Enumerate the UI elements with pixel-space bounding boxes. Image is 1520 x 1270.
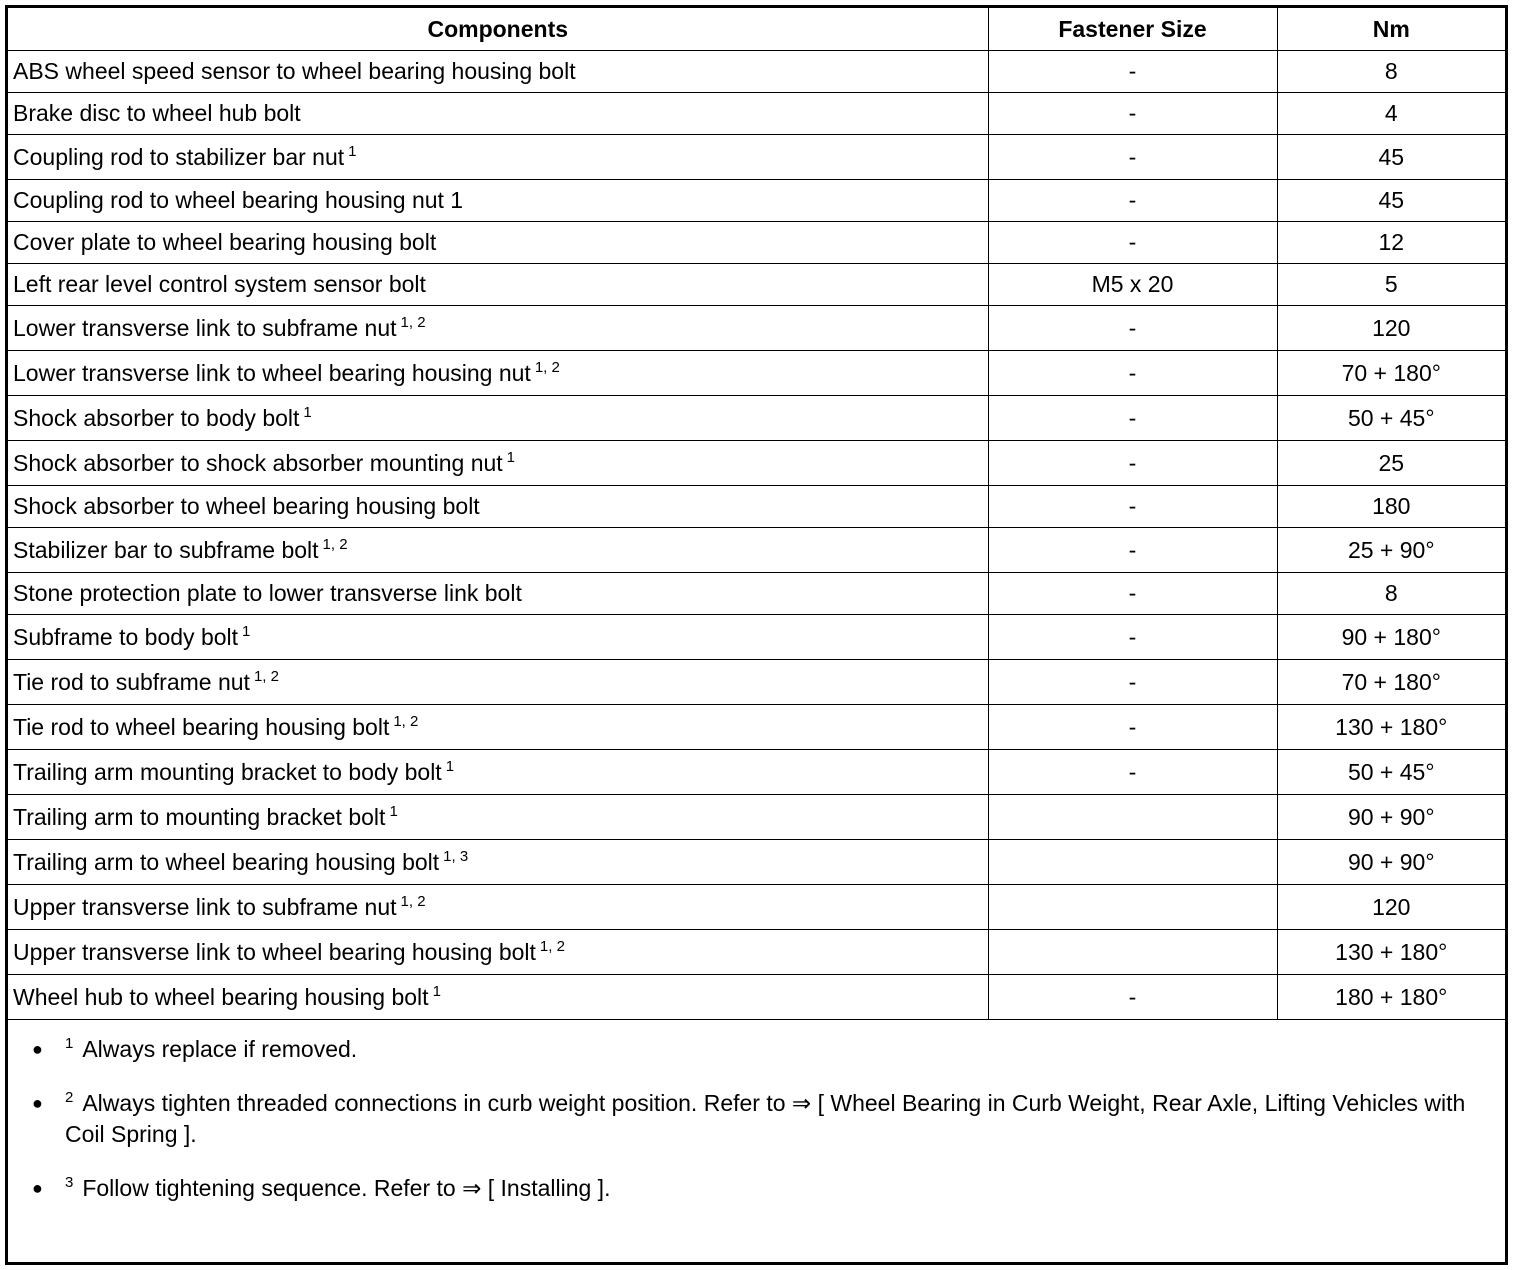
torque-value-cell: 5 — [1277, 264, 1505, 306]
torque-value-cell: 25 + 90° — [1277, 528, 1505, 573]
component-name: Tie rod to wheel bearing housing bolt — [13, 713, 390, 740]
component-cell — [8, 705, 988, 750]
footnote-text: Always tighten threaded connections in curb weight position. Refer to ⇒ [ Wheel Bearing in Curb Weight, Rear Axle, Lifting Vehicles with Coil Spring ]. — [65, 1090, 1466, 1147]
fastener-size-cell — [988, 840, 1277, 885]
component-cell — [8, 306, 988, 351]
footnote-ref: 1, 2 — [253, 667, 279, 685]
table-row — [8, 795, 1505, 840]
footnote-ref: 1 — [389, 802, 398, 820]
table-row — [8, 441, 1505, 486]
component-name: Subframe to body bolt — [13, 623, 239, 650]
fastener-size-cell: - — [988, 396, 1277, 441]
torque-value-cell: 70 + 180° — [1277, 660, 1505, 705]
torque-value-cell: 90 + 180° — [1277, 615, 1505, 660]
torque-value-cell: 70 + 180° — [1277, 351, 1505, 396]
table-body — [8, 51, 1505, 1020]
component-cell — [8, 930, 988, 975]
component-name: Brake disc to wheel hub bolt — [13, 100, 301, 126]
table-row — [8, 975, 1505, 1020]
footnote-text-wrapper — [65, 1034, 1481, 1065]
footnote-ref: 1 — [303, 403, 312, 421]
component-cell — [8, 615, 988, 660]
component-name: Shock absorber to wheel bearing housing bolt — [13, 493, 480, 519]
component-name: Left rear level control system sensor bolt — [13, 271, 426, 297]
fastener-size-cell: - — [988, 135, 1277, 180]
component-cell — [8, 396, 988, 441]
component-cell — [8, 975, 988, 1020]
fastener-size-cell: - — [988, 486, 1277, 528]
fastener-size-cell: - — [988, 441, 1277, 486]
torque-value-cell: 90 + 90° — [1277, 840, 1505, 885]
torque-value-cell: 130 + 180° — [1277, 930, 1505, 975]
fastener-size-cell: - — [988, 306, 1277, 351]
table-row — [8, 705, 1505, 750]
fastener-size-cell: - — [988, 615, 1277, 660]
component-cell — [8, 750, 988, 795]
component-cell — [8, 264, 988, 306]
table-row — [8, 306, 1505, 351]
footnote-ref: 1 — [348, 142, 357, 160]
component-name: Trailing arm to wheel bearing housing bolt — [13, 848, 440, 875]
table-row — [8, 660, 1505, 705]
footnote-marker: 3 — [65, 1174, 74, 1191]
footnote-marker: 2 — [65, 1089, 74, 1106]
component-name: Wheel hub to wheel bearing housing bolt — [13, 983, 429, 1010]
component-name: Stone protection plate to lower transverse link bolt — [13, 580, 522, 606]
torque-value-cell: 130 + 180° — [1277, 705, 1505, 750]
component-cell — [8, 528, 988, 573]
header-nm: Nm — [1277, 8, 1505, 51]
fastener-size-cell: - — [988, 660, 1277, 705]
header-fastener-size: Fastener Size — [988, 8, 1277, 51]
fastener-size-cell: - — [988, 222, 1277, 264]
torque-value-cell: 50 + 45° — [1277, 396, 1505, 441]
component-cell — [8, 180, 988, 222]
fastener-size-cell: - — [988, 750, 1277, 795]
torque-value-cell: 4 — [1277, 93, 1505, 135]
table-row — [8, 396, 1505, 441]
table-row — [8, 840, 1505, 885]
torque-value-cell: 180 + 180° — [1277, 975, 1505, 1020]
footnote-item — [32, 1034, 1481, 1065]
fastener-size-cell: - — [988, 180, 1277, 222]
component-cell — [8, 573, 988, 615]
fastener-size-cell: - — [988, 51, 1277, 93]
footnote-ref: 1, 2 — [534, 358, 560, 376]
component-cell — [8, 93, 988, 135]
table-row — [8, 135, 1505, 180]
footnote-ref: 1, 2 — [539, 937, 565, 955]
component-cell — [8, 795, 988, 840]
component-cell — [8, 840, 988, 885]
footnote-text: Follow tightening sequence. Refer to ⇒ [ Installing ]. — [82, 1175, 611, 1201]
torque-spec-table — [8, 8, 1505, 1020]
table-row — [8, 51, 1505, 93]
table-row — [8, 93, 1505, 135]
component-name: Cover plate to wheel bearing housing bolt — [13, 229, 437, 255]
torque-value-cell: 50 + 45° — [1277, 750, 1505, 795]
component-name: Lower transverse link to wheel bearing housing nut — [13, 359, 531, 386]
fastener-size-cell: - — [988, 705, 1277, 750]
footnote-ref: 1, 3 — [443, 847, 469, 865]
component-cell — [8, 486, 988, 528]
fastener-size-cell: M5 x 20 — [988, 264, 1277, 306]
torque-value-cell: 12 — [1277, 222, 1505, 264]
table-header-row — [8, 8, 1505, 51]
torque-value-cell: 45 — [1277, 135, 1505, 180]
component-name: Stabilizer bar to subframe bolt — [13, 536, 319, 563]
fastener-size-cell: - — [988, 93, 1277, 135]
component-name: Lower transverse link to subframe nut — [13, 314, 397, 341]
torque-value-cell: 120 — [1277, 885, 1505, 930]
fastener-size-cell: - — [988, 351, 1277, 396]
fastener-size-cell — [988, 795, 1277, 840]
torque-value-cell: 180 — [1277, 486, 1505, 528]
component-name: Coupling rod to stabilizer bar nut — [13, 143, 345, 170]
component-name: Tie rod to subframe nut — [13, 668, 250, 695]
component-cell — [8, 885, 988, 930]
component-cell — [8, 222, 988, 264]
fastener-size-cell: - — [988, 975, 1277, 1020]
footnote-text: Always replace if removed. — [82, 1036, 358, 1062]
table-row — [8, 528, 1505, 573]
footnotes — [8, 1020, 1505, 1204]
fastener-size-cell — [988, 885, 1277, 930]
torque-value-cell: 120 — [1277, 306, 1505, 351]
table-row — [8, 573, 1505, 615]
component-name: Shock absorber to body bolt — [13, 404, 300, 431]
table-row — [8, 180, 1505, 222]
torque-value-cell: 8 — [1277, 573, 1505, 615]
bullet-icon: ● — [32, 1178, 43, 1198]
component-cell — [8, 660, 988, 705]
table-row — [8, 885, 1505, 930]
fastener-size-cell: - — [988, 528, 1277, 573]
header-components: Components — [8, 8, 988, 51]
component-name: Shock absorber to shock absorber mounting nut — [13, 449, 503, 476]
footnote-item — [32, 1088, 1481, 1150]
fastener-size-cell — [988, 930, 1277, 975]
footnote-text-wrapper — [65, 1088, 1481, 1150]
footnote-item — [32, 1173, 1481, 1204]
footnote-ref: 1, 2 — [400, 313, 426, 331]
component-cell — [8, 51, 988, 93]
footnote-text-wrapper — [65, 1173, 1481, 1204]
component-name: Trailing arm to mounting bracket bolt — [13, 803, 386, 830]
torque-value-cell: 8 — [1277, 51, 1505, 93]
footnote-ref: 1, 2 — [400, 892, 426, 910]
footnote-marker: 1 — [65, 1035, 74, 1052]
table-row — [8, 930, 1505, 975]
footnote-ref: 1, 2 — [393, 712, 419, 730]
component-cell — [8, 351, 988, 396]
table-row — [8, 351, 1505, 396]
component-cell — [8, 441, 988, 486]
table-row — [8, 750, 1505, 795]
fastener-size-cell: - — [988, 573, 1277, 615]
torque-spec-document — [5, 5, 1508, 1265]
torque-value-cell: 45 — [1277, 180, 1505, 222]
table-row — [8, 486, 1505, 528]
bullet-icon: ● — [32, 1039, 43, 1059]
component-name: Upper transverse link to wheel bearing housing bolt — [13, 938, 536, 965]
footnote-ref: 1 — [445, 757, 455, 775]
torque-value-cell: 90 + 90° — [1277, 795, 1505, 840]
component-name: Upper transverse link to subframe nut — [13, 893, 397, 920]
torque-value-cell: 25 — [1277, 441, 1505, 486]
footnote-ref: 1 — [506, 448, 516, 466]
footnote-ref: 1, 2 — [322, 535, 348, 553]
table-row — [8, 264, 1505, 306]
component-name: ABS wheel speed sensor to wheel bearing housing bolt — [13, 58, 576, 84]
table-row — [8, 222, 1505, 264]
bullet-icon: ● — [32, 1093, 43, 1113]
table-row — [8, 615, 1505, 660]
component-cell — [8, 135, 988, 180]
component-name: Trailing arm mounting bracket to body bolt — [13, 758, 442, 785]
footnote-ref: 1 — [432, 982, 441, 1000]
footnote-ref: 1 — [242, 622, 251, 640]
component-name: Coupling rod to wheel bearing housing nut 1 — [13, 187, 464, 213]
